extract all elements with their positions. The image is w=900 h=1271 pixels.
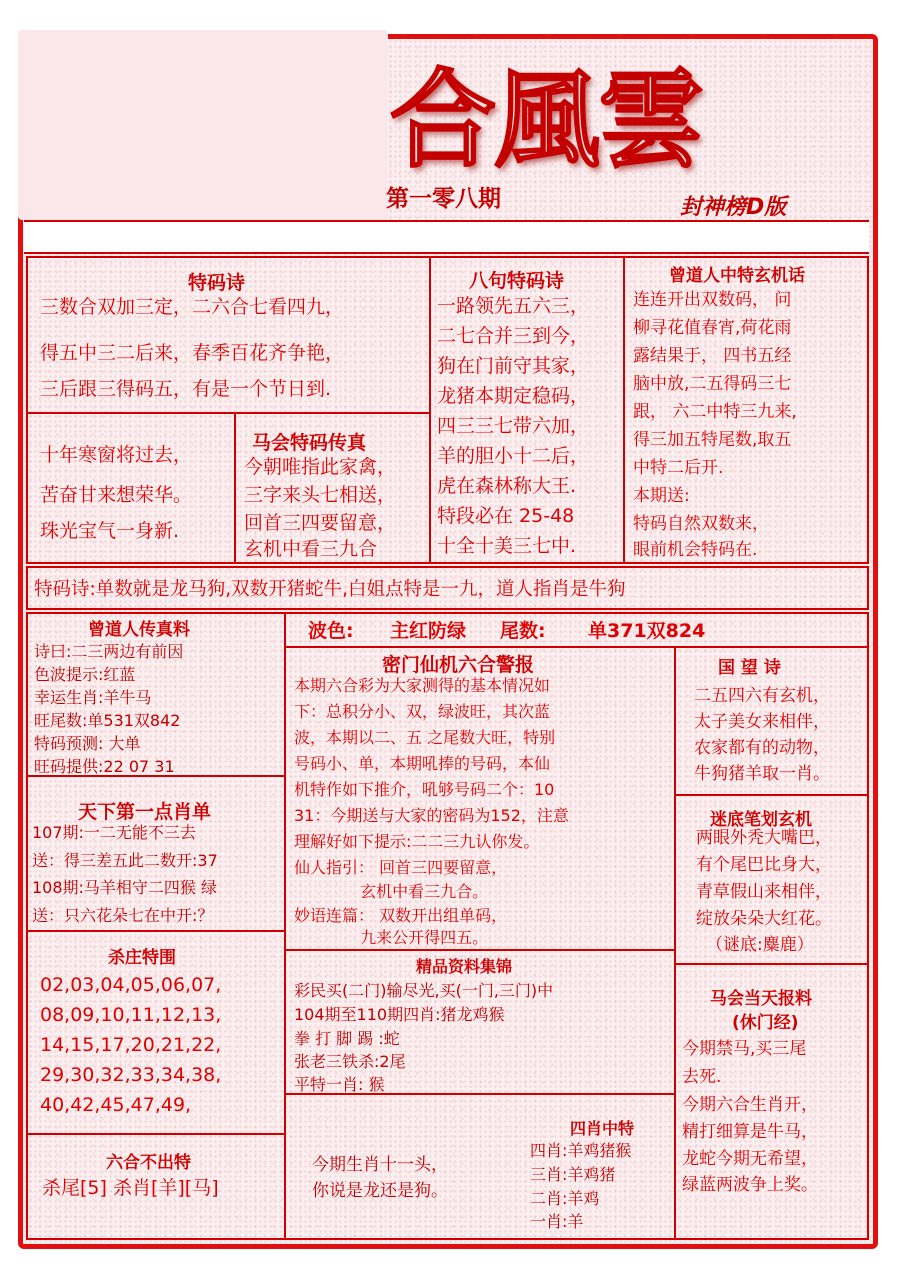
- mahuiday-line: 今期六合生肖开，: [682, 1095, 818, 1115]
- midi-line: 两眼外秃大嘴巴，: [696, 828, 832, 848]
- shengxiao-box: [284, 1093, 676, 1240]
- eight-line: 龙猪本期定稳码，: [437, 385, 590, 407]
- eight-line-poem-title: 八句特码诗: [469, 270, 565, 292]
- poem-line: 三数合双加三定，二六合七看四九，: [40, 296, 345, 318]
- midi-title: 迷底笔划玄机: [710, 810, 812, 830]
- zeng-line: 柳寻花值春宵,荷花雨: [633, 318, 792, 338]
- mimen-line: 妙语连篇： 双数开出组单码，: [294, 906, 508, 925]
- mahuiday-line: 龙蛇今期无希望，: [682, 1149, 818, 1169]
- poem-line-text: 特码诗:单数就是龙马狗,双数开猪蛇牛,白姐点特是一九，道人指肖是牛狗: [34, 579, 626, 600]
- eight-line: 二七合并三到今，: [437, 325, 590, 347]
- tianxia-line: 送：只六花朵七在中开:？: [32, 906, 214, 925]
- sixiao-title: 四肖中特: [570, 1119, 635, 1138]
- mahui-line: 回首三四要留意，: [244, 512, 397, 534]
- jingpin-line: 104期至110期四肖:猪龙鸡猴: [294, 1005, 505, 1024]
- eight-line: 十全十美三七中.: [437, 535, 577, 557]
- mahuiday-title: 马会当天报料: [710, 989, 812, 1009]
- eight-line: 一路领先五六三，: [437, 295, 590, 317]
- brand-title: 合風雲: [390, 57, 702, 182]
- guowang-box: [674, 646, 869, 796]
- midi-line: 青草假山来相伴，: [696, 882, 832, 902]
- guowang-line: 农家都有的动物，: [694, 738, 830, 758]
- poem-box: [26, 256, 431, 414]
- zeng-line: 跟， 六二中特三九来,: [633, 402, 797, 422]
- sixiao-line: 四肖:羊鸡猪猴: [530, 1141, 632, 1160]
- mimen-title: 密门仙机六合警报: [382, 654, 535, 676]
- guowang-line: 太子美女来相伴，: [694, 712, 830, 732]
- mimen-line: 31：今期送与大家的密码为152，注意: [294, 806, 569, 825]
- eight-line-poem-box: [429, 256, 625, 564]
- wave-label: 波色:: [308, 620, 354, 642]
- jingpin-title: 精品资料集锦: [416, 957, 513, 976]
- tianxia-line: 108期:马羊相守二四猴 绿: [32, 878, 218, 897]
- issue-number: 第一零八期: [386, 186, 501, 212]
- zeng-line: 脑中放,二五得码三七: [633, 374, 792, 394]
- zengzl-line: 幸运生肖:羊牛马: [34, 688, 152, 707]
- zengzl-box: [26, 612, 286, 777]
- tianxia-box: [26, 775, 286, 932]
- zengzl-line: 特码预测: 大单: [34, 734, 141, 753]
- ten-line: 珠光宝气一身新.: [40, 520, 180, 542]
- zeng-line: 特码自然双数来，: [633, 514, 769, 534]
- guowang-line: 牛狗猪羊取一肖。: [694, 764, 830, 784]
- mahui-title: 马会特码传真: [252, 432, 367, 454]
- zengzl-line: 诗曰:二三两边有前因: [34, 642, 184, 661]
- ten-years-box: [26, 412, 236, 564]
- edition-label: 封神榜D版: [680, 195, 787, 220]
- zeng-box: [623, 256, 869, 564]
- number-row: 29,30,32,33,34,38,: [40, 1064, 222, 1086]
- eight-line: 虎在森林称大王.: [437, 475, 577, 497]
- wave-box: [284, 612, 869, 648]
- liuhe-title: 六合不出特: [106, 1153, 191, 1173]
- liuhe-line: 杀尾[5] 杀肖[羊][马]: [42, 1177, 219, 1199]
- ten-line: 苦奋甘来想荣华。: [40, 484, 193, 506]
- zengzl-line: 色波提示:红蓝: [34, 665, 136, 684]
- ten-line: 十年寒窗将过去，: [40, 444, 193, 466]
- shazhuang-box: [26, 930, 286, 1135]
- eight-line: 特段必在 25-48: [437, 505, 575, 527]
- shengxiao-line: 今期生肖十一头，: [312, 1155, 448, 1175]
- mimen-line: 波，本期以二、五 之尾数大旺，特别: [294, 728, 556, 747]
- zengzl-title: 曾道人传真料: [88, 620, 190, 640]
- tail-label: 尾数:: [500, 620, 546, 642]
- sixiao-line: 二肖:羊鸡: [530, 1189, 600, 1208]
- eight-line: 羊的胆小十二后，: [437, 445, 590, 467]
- zengzl-line: 旺码提供:22 07 31: [34, 757, 175, 776]
- mahuiday-line: 精打细算是牛马，: [682, 1122, 818, 1142]
- midi-line: 绽放朵朵大红花。: [696, 909, 832, 929]
- sixiao-line: 三肖:羊鸡猪: [530, 1165, 616, 1184]
- masked-logo-area: [18, 30, 388, 220]
- number-row: 40,42,45,47,49,: [40, 1094, 192, 1116]
- guowang-title: 国 望 诗: [718, 658, 781, 678]
- zeng-line: 眼前机会特码在.: [633, 540, 758, 560]
- mimen-line: 九来公开得四五。: [294, 928, 489, 947]
- guowang-line: 二五四六有玄机，: [694, 686, 830, 706]
- mahui-box: [234, 412, 431, 564]
- mahui-line: 玄机中看三九合: [244, 538, 378, 560]
- number-row: 02,03,04,05,06,07,: [40, 974, 222, 996]
- jingpin-line: 拳 打 脚 踢 :蛇: [294, 1029, 400, 1048]
- zeng-line: 中特二后开.: [633, 458, 724, 478]
- mahuiday-subtitle: (休门经): [732, 1013, 799, 1033]
- midi-line: 有个尾巴比身大，: [696, 855, 832, 875]
- jingpin-line: 张老三铁杀:2尾: [294, 1052, 406, 1071]
- number-row: 14,15,17,20,21,22,: [40, 1034, 222, 1056]
- zengzl-line: 旺尾数:单531双842: [34, 711, 181, 730]
- mimen-line: 本期六合彩为大家测得的基本情况如: [294, 676, 551, 695]
- midi-line: （谜底:麋鹿）: [706, 935, 814, 955]
- tail-value: 单371双824: [588, 620, 706, 642]
- shengxiao-line: 你说是龙还是狗。: [312, 1181, 448, 1201]
- jingpin-line: 平特一肖: 猴: [294, 1075, 385, 1094]
- tianxia-title: 天下第一点肖单: [78, 801, 212, 823]
- tianxia-line: 107期:一二无能不三去: [32, 823, 196, 842]
- wave-value: 主红防绿: [390, 620, 467, 642]
- mimen-box: [284, 646, 676, 951]
- mahui-line: 三字来头七相送，: [244, 484, 397, 506]
- poem-title: 特码诗: [188, 272, 246, 294]
- mahuiday-line: 去死.: [682, 1067, 722, 1087]
- mimen-line: 号码小、单，本期吼捧的号码，本仙: [294, 754, 551, 773]
- jingpin-box: [284, 949, 676, 1095]
- mahuiday-line: 绿蓝两波争上奖。: [682, 1175, 818, 1195]
- mimen-line: 理解好如下提示:二二三九认你发。: [294, 832, 540, 851]
- mimen-line: 机特作如下推介，吼够号码二个：10: [294, 780, 555, 799]
- zeng-title: 曾道人中特玄机话: [669, 266, 805, 286]
- mimen-line: 仙人指引： 回首三四要留意，: [294, 858, 508, 877]
- mahuiday-line: 今期禁马,买三尾: [682, 1039, 807, 1059]
- jingpin-line: 彩民买(二门)输尽光,买(一门,三门)中: [294, 981, 554, 1000]
- liuhe-box: [26, 1133, 286, 1240]
- tianxia-line: 送：得三差五此二数开:37: [32, 851, 218, 870]
- mimen-line: 下：总积分小、双，绿波旺，其次蓝: [294, 702, 551, 721]
- mahuiday-box: [674, 963, 869, 1240]
- eight-line: 狗在门前守其家，: [437, 355, 590, 377]
- zeng-line: 本期送:: [633, 486, 690, 506]
- poem-line-bar: [26, 566, 869, 610]
- poem-line: 得五中三二后来，春季百花齐争艳，: [40, 342, 345, 364]
- poem-line: 三后跟三得码五，有是一个节日到.: [40, 378, 332, 400]
- shazhuang-title: 杀庄特围: [108, 948, 176, 968]
- zeng-line: 连连开出双数码， 问: [633, 290, 792, 310]
- mimen-line: 玄机中看三九合。: [294, 882, 489, 901]
- header-bar: [24, 220, 869, 254]
- number-row: 08,09,10,11,12,13,: [40, 1004, 222, 1026]
- midi-box: [674, 794, 869, 965]
- eight-line: 四三三七带六加，: [437, 415, 590, 437]
- zeng-line: 得三加五特尾数,取五: [633, 430, 792, 450]
- sixiao-line: 一肖:羊: [530, 1212, 584, 1231]
- zeng-line: 露结果于， 四书五经: [633, 346, 792, 366]
- mahui-line: 今朝唯指此家禽，: [244, 456, 397, 478]
